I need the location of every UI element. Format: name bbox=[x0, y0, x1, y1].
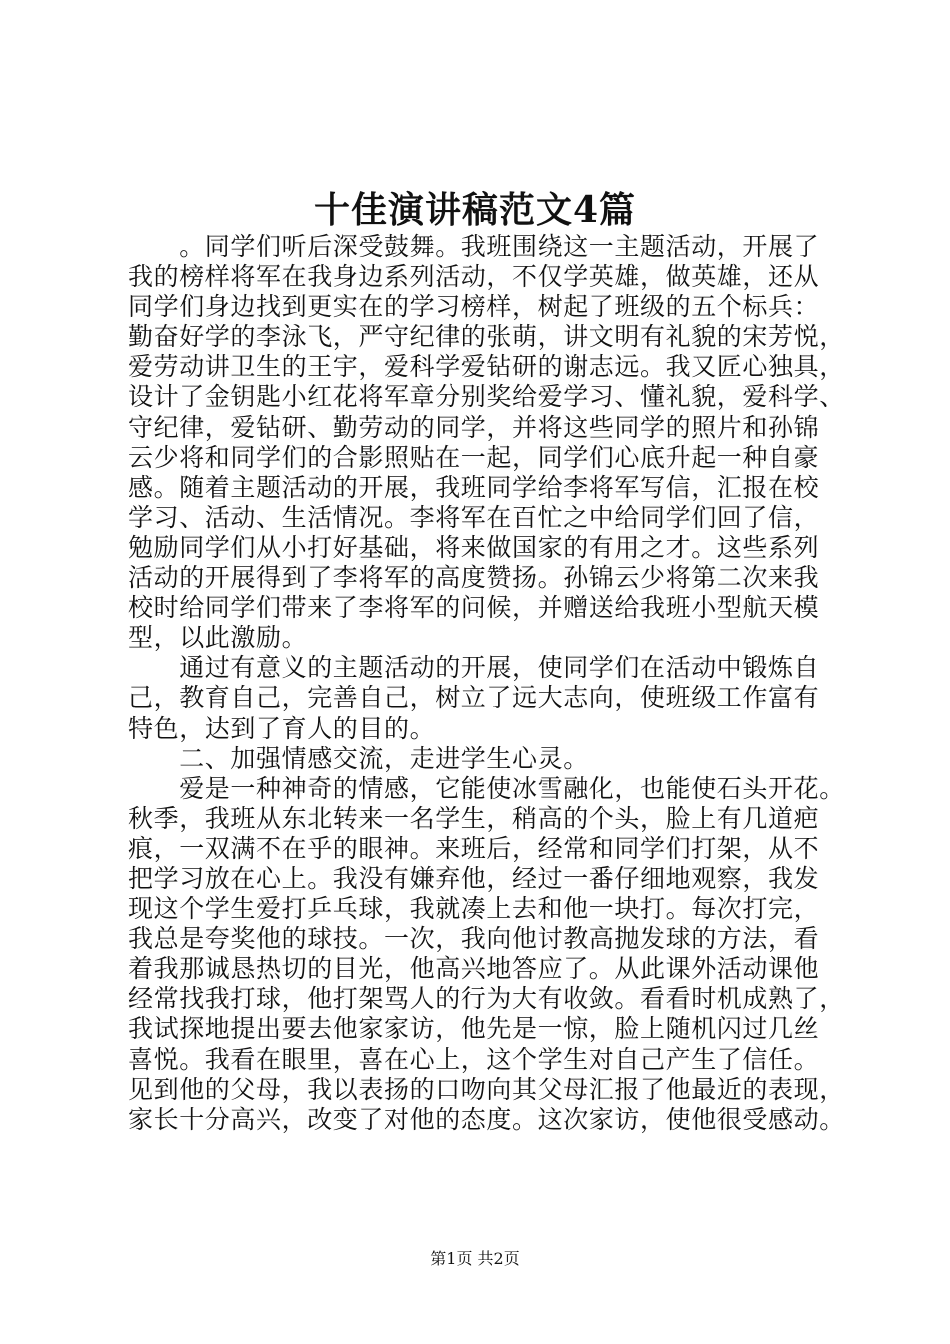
text-line: 云少将和同学们的合影照贴在一起，同学们心底升起一种自豪 bbox=[128, 442, 820, 472]
text-line: 己，教育自己，完善自己，树立了远大志向，使班级工作富有 bbox=[128, 683, 820, 713]
text-line: 痕，一双满不在乎的眼神。来班后，经常和同学们打架，从不 bbox=[128, 833, 820, 863]
text-line: 我试探地提出要去他家家访，他先是一惊，脸上随机闪过几丝 bbox=[128, 1014, 820, 1044]
text-line: 型，以此激励。 bbox=[128, 623, 308, 653]
document-body bbox=[128, 232, 858, 1135]
text-line: 我的榜样将军在我身边系列活动，不仅学英雄，做英雄，还从 bbox=[128, 262, 820, 292]
text-line: 喜悦。我看在眼里，喜在心上，这个学生对自己产生了信任。 bbox=[128, 1044, 820, 1074]
page-footer: 第1页 共2页 bbox=[430, 1249, 520, 1268]
document-title: 十佳演讲稿范文4篇 bbox=[313, 189, 637, 231]
text-line: 。同学们听后深受鼓舞。我班围绕这一主题活动，开展了 bbox=[128, 232, 820, 261]
text-line: 把学习放在心上。我没有嫌弃他，经过一番仔细地观察，我发 bbox=[128, 863, 820, 893]
text-line: 特色，达到了育人的目的。 bbox=[128, 713, 436, 743]
text-line: 二、加强情感交流，走进学生心灵。 bbox=[128, 743, 589, 773]
text-line: 守纪律，爱钻研、勤劳动的同学，并将这些同学的照片和孙锦 bbox=[128, 412, 820, 442]
text-line: 秋季，我班从东北转来一名学生，稍高的个头，脸上有几道疤 bbox=[128, 803, 820, 833]
text-line: 现这个学生爱打乒乓球，我就凑上去和他一块打。每次打完， bbox=[128, 894, 820, 924]
text-line: 着我那诚恳热切的目光，他高兴地答应了。从此课外活动课他 bbox=[128, 954, 820, 984]
text-line: 通过有意义的主题活动的开展，使同学们在活动中锻炼自 bbox=[128, 653, 820, 683]
text-line: 学习、活动、生活情况。李将军在百忙之中给同学们回了信， bbox=[128, 502, 820, 532]
text-line: 勉励同学们从小打好基础，将来做国家的有用之才。这些系列 bbox=[128, 532, 820, 562]
text-line: 设计了金钥匙小红花将军章分别奖给爱学习、懂礼貌，爱科学、 bbox=[128, 382, 845, 412]
text-line: 校时给同学们带来了李将军的问候，并赠送给我班小型航天模 bbox=[128, 593, 820, 623]
text-line: 爱是一种神奇的情感，它能使冰雪融化，也能使石头开花。 bbox=[128, 773, 845, 803]
text-line: 活动的开展得到了李将军的高度赞扬。孙锦云少将第二次来我 bbox=[128, 563, 820, 593]
text-line: 家长十分高兴，改变了对他的态度。这次家访，使他很受感动。 bbox=[128, 1104, 845, 1134]
text-line: 经常找我打球，他打架骂人的行为大有收敛。看看时机成熟了， bbox=[128, 984, 845, 1014]
text-line: 见到他的父母，我以表扬的口吻向其父母汇报了他最近的表现， bbox=[128, 1074, 845, 1104]
text-line: 感。随着主题活动的开展，我班同学给李将军写信，汇报在校 bbox=[128, 472, 820, 502]
text-line: 我总是夸奖他的球技。一次，我向他讨教高抛发球的方法，看 bbox=[128, 924, 820, 954]
text-line: 爱劳动讲卫生的王宇，爱科学爱钻研的谢志远。我又匠心独具， bbox=[128, 352, 845, 382]
text-line: 勤奋好学的李泳飞，严守纪律的张萌，讲文明有礼貌的宋芳悦， bbox=[128, 322, 845, 352]
text-line: 同学们身边找到更实在的学习榜样，树起了班级的五个标兵： bbox=[128, 292, 820, 322]
